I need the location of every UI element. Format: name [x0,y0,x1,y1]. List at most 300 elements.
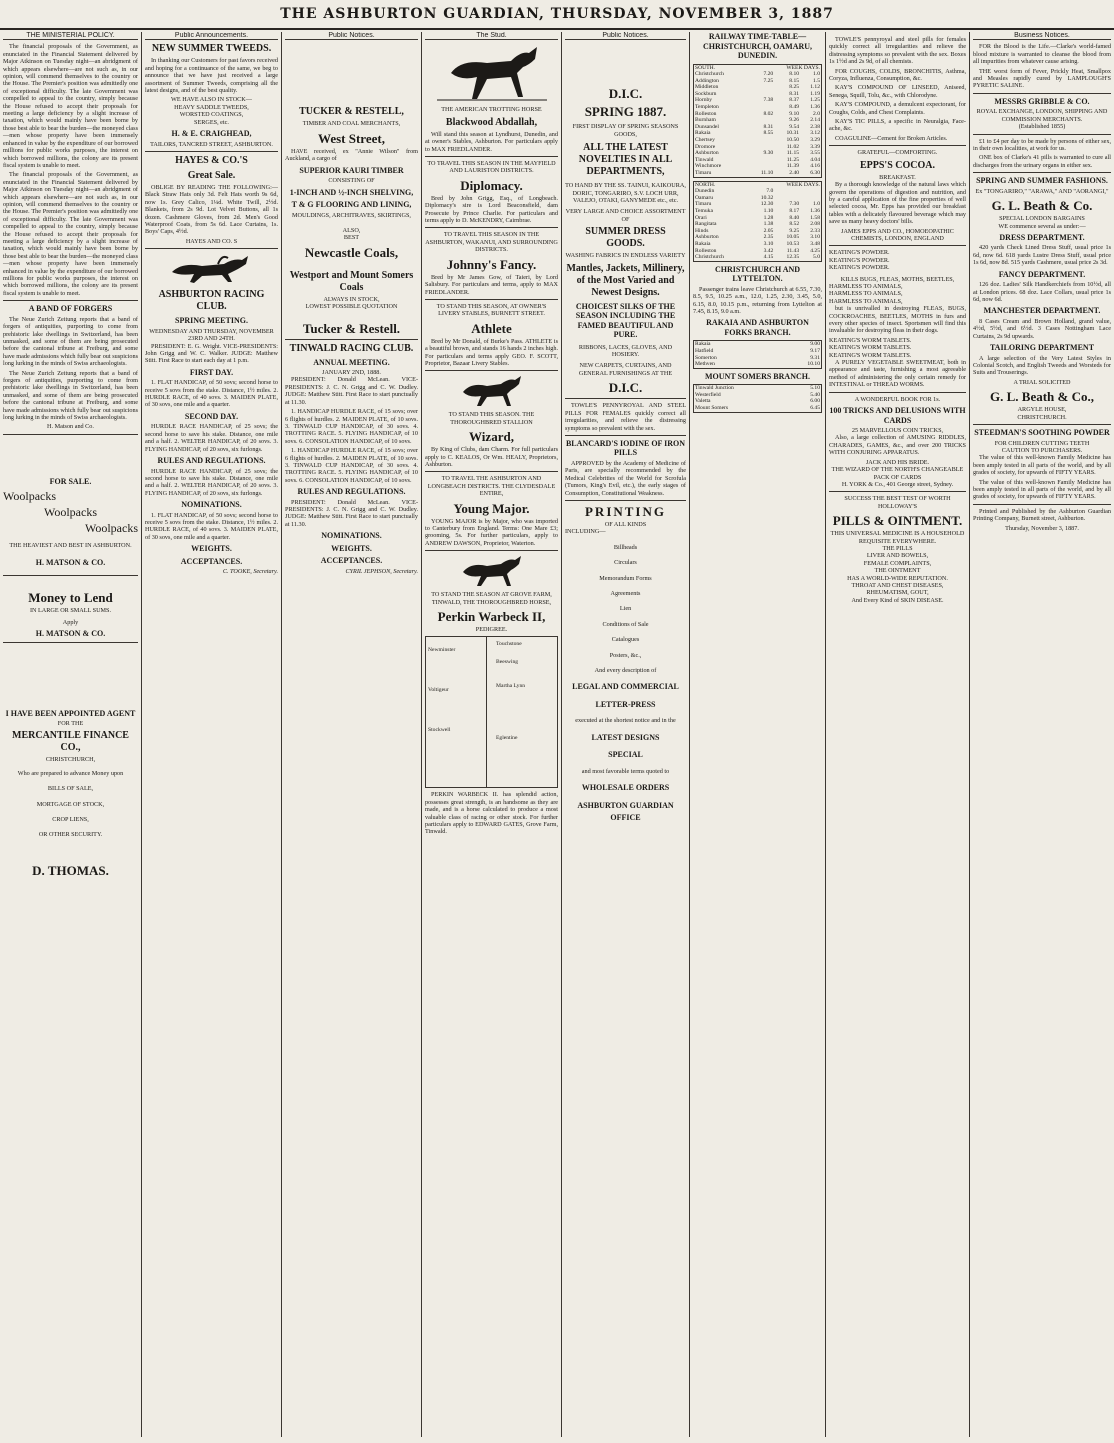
coin-tricks: 25 MARVELLOUS COIN TRICKS, [851,427,944,435]
heaviest-best: THE HEAVIEST AND BEST IN ASHBURTON. [9,542,132,550]
tinwald-events-continued: 1. HANDICAP HURDLE RACE, of 15 sovs; over 6 flights of hurdles. 2. MAIDEN PLATE, of 10 sovs. 3. TINWALD CUP HANDICAP, of 30 sovs. 4. TROTTING RACE. 5. FLYING HANDICAP, of 10 sovs. 6. CONSOLATION HANDICAP, of 10 sovs. [285,447,418,484]
abdallah-name: Blackwood Abdallah, [445,116,538,128]
beath-christchurch: CHRISTCHURCH. [1017,413,1067,421]
timetable-forks [693,340,822,368]
timetable-row [694,78,821,85]
kills-bugs: KILLS BUGS, FLEAS, MOTHS, BEETLES, [840,275,955,283]
departure-time: 3.10 [810,234,820,241]
timetable-row [694,254,821,261]
departure-time: 9.25 [789,227,800,234]
printing-item-lien: Lien [619,605,632,613]
timetable-row [694,385,821,392]
children-teething: FOR CHILDREN CUTTING TEETH [994,439,1090,447]
timetable-row [694,398,821,405]
royal-exchange: ROYAL EXCHANGE, LONDON, SHIPPING AND COMMISSION MERCHANTS. [976,108,1108,123]
departure-time: 12.35 [786,254,800,261]
departure-time: 9.30 [763,150,774,157]
established: (Established 1855) [1018,123,1066,131]
spring-summer-fashions: SPRING AND SUMMER FASHIONS. [976,176,1108,186]
steedman-body: The value of this well-known Family Medicine has been amply tested in all parts of the world, and by all grades of society, for upwards of FIFTY YEARS. [973,454,1111,477]
divider [565,435,686,436]
timetable-row [694,117,821,124]
rheumatism-gout: RHEUMATISM, GOUT, [866,589,929,597]
woolpacks-1: Woolpacks [3,489,57,504]
departure-time: 3.42 [763,247,774,254]
departure-time: 3.29 [810,137,820,144]
printing-item-agreements: Agreements [610,589,641,597]
departure-time: 10.50 [786,137,800,144]
printing-item-conditions: Conditions of Sale [602,620,649,628]
matson-name: H. MATSON & CO. [35,557,106,567]
racehorse-icon [162,252,262,286]
lowest-quotation: LOWEST POSSIBLE QUOTATION [305,303,398,311]
station-name: Timaru [695,170,712,176]
liver-bowels: LIVER AND BOWELS, [866,552,929,560]
mercantile-finance: MERCANTILE FINANCE CO., [12,730,129,754]
station-name: Middleton [695,84,719,91]
tucker-received: HAVE received, ex "Annie Wilson" from Auckland, a cargo of [285,147,418,163]
column-the-stud [422,32,562,1437]
station-name: Somerton [695,354,717,361]
timetable-row [694,163,821,170]
pedigree-divider [486,637,487,787]
departure-time: 4.15 [763,254,774,261]
divider [425,156,558,157]
flooring: T & G FLOORING AND LINING, [291,200,412,210]
departure-time: 11.39 [786,163,800,170]
steedman-title: STEEDMAN'S SOOTHING POWDER [974,428,1110,437]
station-name: Winchmore [695,163,722,170]
departure-time: 10.31 [786,130,800,137]
spring-1887: SPRING 1887. [584,104,667,120]
coaguline: COAGULINE—Cement for Broken Articles. [835,134,948,142]
masthead: THE ASHBURTON GUARDIAN, THURSDAY, NOVEMBER 3, 1887 [0,6,1114,30]
column-4-header: The Stud. [425,32,558,40]
athlete-body: Bred by Mr Donald, of Burke's Pass. ATHLETE is a beautiful brown, and stands 16 hands 2 inches high. For particulars and terms apply GEO. F. SCOTT, Proprietor, Bazaar Livery Stables. [425,337,558,367]
station-name: Rakaia [695,130,711,137]
station-name: Dromore [695,143,716,150]
departure-time [749,117,774,124]
apply-label: Apply [62,618,79,626]
departure-time: 7.25 [763,77,774,84]
week-days-label: WEEK DAYS. [786,181,820,188]
timetable-row [694,157,821,164]
abdallah-body: Will stand this season at Lyndhurst, Dunedin, and at owner's Stables, Ashburton. For particulars apply to MAX FRIEDLANDER. [425,130,558,153]
departure-time: 8.10 [789,71,800,78]
pedigree-entry: Voltigeur [428,687,449,694]
column-remedies [826,32,970,1437]
editorial-body: The financial proposals of the Government, as enunciated in the Financial Statement delivered by Major Atkinson on Tuesday night—an abridgment of which appears elsewhere—are not such as, in our opinion, will commend themselves to the country or the House. The Premier's position was admittedly one of exceptional difficulty. The late Government was compelled to appeal to the country, simply because the House refused to accept their proposals for meeting a large deficiency by a slight increase of taxation, which would mainly have been borne by those best able to bear the burden—the moneyed class—men whose property have been immensely enhanced in value by the expenditure of our borrowed millions for public works purposes, the interest on which borrowed millions, the colony are its present fiscal system is unable to meet. [3,43,138,169]
pedigree-entry: Martha Lynn [496,683,526,690]
young-major-body: YOUNG MAJOR is by Major, who was imported to Canterbury from England. Terms: One Mare £3; grooming, 5s. For further particulars, apply to ANDREW DAWSON, Proprietor, Waterton. [425,517,558,547]
caution-label: CAUTION TO PURCHASERS. [1001,446,1083,454]
timetable-row [694,248,821,255]
departure-time: 3.12 [810,130,820,137]
station-name: Dunedin [695,188,715,195]
forgers-title: A BAND OF FORGERS [28,304,113,314]
wizard-name: Wizard, [469,429,514,445]
second-day-title: SECOND DAY. [184,411,239,421]
mouldings: MOULDINGS, ARCHITRAVES, SKIRTINGS, [292,211,411,219]
tucker-title: TUCKER & RESTELL, [299,106,404,118]
departure-time: 1.25 [810,97,820,104]
timetable-row [694,341,821,348]
jack-bride: JACK AND HIS BRIDE. [865,458,930,466]
station-name: Ashburton [695,234,719,241]
column-2-header: Public Announcements. [145,32,278,40]
departure-time: 2.0 [813,110,820,117]
money-sub: IN LARGE OR SMALL SUMS. [29,607,112,615]
departure-time: 3.10 [763,240,774,247]
station-name: Tinwald Junction [695,385,734,392]
wizard-head: TO STAND THIS SEASON. THE THOROUGHBRED STALLION [448,411,535,426]
success-label: SUCCESS THE BEST TEST OF WORTH [844,495,951,503]
printing-title: PRINTING [584,503,666,519]
first-day-body: 1. FLAT HANDICAP, of 50 sovs; second horse to receive 5 sovs from the stake. Distance, 1½ miles. 2. HURDLE RACE, of 40 sovs. 3. MAIDEN PLATE, of 30 sovs, one mile and a quarter. [145,379,278,409]
special-label: SPECIAL [608,750,643,760]
of-all-kinds: OF ALL KINDS [604,520,647,528]
departure-time: 10.05 [786,234,800,241]
tailoring-body: A large selection of the Very Latest Styles in Colonial Scotch, and English Tweeds and Worsteds for Suits and Trouserings. [973,354,1111,377]
nominations-body: 1. FLAT HANDICAP, of 50 sovs; second horse to receive 5 sovs from the stake. Distance, 1½ miles. 2. HURDLE RACE, of 40 sovs. 3. MAIDEN PLATE, of 30 sovs, one mile and a quarter. [145,511,278,541]
guardian-name: ASHBURTON GUARDIAN [577,800,674,810]
keatings-powder-3: KEATING'S POWDER. [829,264,890,272]
wizard-cards: THE WIZARD OF THE NORTH'S CHANGEABLE PACK OF CARDS [831,466,964,481]
latest-designs: LATEST DESIGNS [591,732,660,742]
departure-time: 1.36 [810,207,820,214]
departure-time: 2.14 [810,117,820,124]
towle-notice: TOWLE'S pennyroyal and steel pills for females quickly correct all irregularities and relieve the distressing symptoms so prevalent with the sex. Boxes 1s 1½d and 2s 9d, of all chemists. [829,36,966,66]
timetable-row [694,104,821,111]
departure-time: 10.10 [807,361,820,368]
timetable-row [694,201,821,208]
executed-label: executed at the shortest notice and in the [575,717,676,725]
departure-time [749,157,774,164]
tinwald-title: TINWALD RACING CLUB. [289,342,414,354]
pedigree-chart [425,636,558,788]
christchurch-label: CHRISTCHURCH, [45,756,96,764]
departure-time: 2.08 [810,221,820,228]
matson-name-2: H. MATSON & CO. [35,629,106,639]
station-name: Sockburn [695,90,717,97]
departure-time: 9.54 [789,123,800,130]
racing-dates: WEDNESDAY AND THURSDAY, NOVEMBER 23RD AND 24TH. [149,327,274,343]
kays-linseed: KAY'S COMPOUND OF LINSEED, Aniseed, Senega, Squill, Tolu, &c., with Chlorodyne. [829,84,966,99]
departure-time [800,195,821,202]
departure-time: 1.10 [763,207,774,214]
tinwald-rules-body: PRESIDENT: Donald McLean. VICE-PRESIDENTS: J. C. N. Grigg and C. W. Dudley. JUDGE: Matthew Stitt. First Race to start punctually at 11.30. [285,498,418,528]
worm-body: A PURELY VEGETABLE SWEETMEAT, both in appearance and taste, furnishing a most agreeable method of administering the only certain remedy for INTESTINAL or THREAD WORMS. [829,359,966,389]
world-reputation: HAS A WORLD-WIDE REPUTATION. [847,574,948,582]
departure-time: 9.26 [789,117,800,124]
station-name: Valetta [695,398,711,405]
departure-time: 1.0 [813,201,820,208]
printing-item-catalogues: Catalogues [611,636,640,644]
departure-time: 6.00 [810,398,820,405]
departure-time: 8.17 [789,207,800,214]
station-name: Orari [695,214,707,221]
rules-body: HURDLE RACE HANDICAP, of 25 sovs; the second horse to save his stake. Distance, one mile and a half. 2. WELTER HANDICAP, of 20 sovs. 3. FLYING HANDICAP, of 20 sovs, six furlongs. [145,467,278,497]
column-1-title: THE MINISTERIAL POLICY. [3,32,138,40]
tweeds-item-1: WORSTED COATINGS, [179,111,244,119]
timetable-row [694,188,821,195]
westport-coals: Westport and Mount Somers Coals [289,269,414,293]
departure-time: 11.25 [786,156,800,163]
divider [425,227,558,228]
diplomacy-body: Bred by John Grigg, Esq., of Longbeach. Diplomacy's sire is Lord Beaconsfield, dam Prosecute by Prince Charlie. For particulars and terms apply to D. McKENDRY, Cairnbrae. [425,194,558,225]
beath-name-2: G. L. Beath & Co., [990,389,1094,405]
diplomacy-head: TO TRAVEL THIS SEASON IN THE MAYFIELD AND LAURISTON DISTRICTS. [427,160,556,175]
divider [829,491,966,492]
south-label: SOUTH. [695,64,716,71]
dress-department: DRESS DEPARTMENT. [999,232,1085,242]
money-per-day: £1 to £4 per day to be made by persons of either sex, in their own localities, at work for us. [973,137,1111,152]
perkin-body: PERKIN WARBECK II. has splendid action, possesses great strength, is an handsome as they are made, and is a horse calculated to produce a most valuable class of racing or other stock. For further particulars apply to EDWARD GATES, Grove Farm, Tinwald. [425,791,558,836]
departure-time: 11.43 [786,247,800,254]
departure-time [749,104,774,111]
station-name: Rangitata [695,221,717,228]
racing-club-subtitle: SPRING MEETING. [175,316,248,326]
printing-item-circulars: Circulars [614,559,637,567]
departure-time: 2.05 [763,227,774,234]
harmless-1: HARMLESS TO ANIMALS, [829,282,903,290]
departure-time: 5.0 [813,254,820,261]
divider [145,151,278,152]
station-name: Hornby [695,97,713,104]
diplomacy-name: Diplomacy. [460,177,523,193]
departure-time: 10.53 [786,240,800,247]
also-label: ALSO, [342,226,361,234]
station-name: Templeton [695,104,719,111]
kauri-timber: SUPERIOR KAURI TIMBER [299,165,404,175]
timetable-row [694,170,821,177]
timetable-row [694,234,821,241]
divider [565,500,686,501]
stallion-icon [457,374,527,408]
departure-time: 3.48 [810,240,820,247]
wizard-body: By King of Clubs, dam Charm. For full particulars apply to C. KEALOS, Or Wm. HEALY, Proprietors, Ashburton. [425,446,558,468]
departure-time: 11.10 [760,170,774,176]
manchester-body: 8 Cases Cream and Brown Holland, grand value, 4½d, 5½d, and 6½d. 3 Cases Nottingham Lace Curtains, 2s 9d upwards. [973,317,1111,340]
departure-time: 6.45 [810,405,820,411]
station-name: Rakaia [695,341,711,348]
divider [973,93,1111,94]
tweeds-title: NEW SUMMER TWEEDS. [151,43,272,55]
departure-time: 4.04 [810,156,820,163]
dic-signature: D.I.C. [608,380,643,396]
pedigree-entry: Beeswing [496,659,519,666]
abdallah-head: THE AMERICAN TROTTING HORSE [441,106,542,114]
timetable-row [694,124,821,131]
timetable-row [694,97,821,104]
departure-time: 9.31 [810,354,820,361]
printing-item-posters: Posters, &c., [609,651,642,659]
station-name: Ashburton [695,150,719,157]
mantles-jackets: Mantles, Jackets, Millinery, of the Most Varied and Newest Designs. [566,262,685,298]
departure-time: 1.19 [810,90,820,97]
perkin-head: TO STAND THE SEASON AT GROVE FARM, TINWALD, THE THOROUGHBRED HORSE, [431,591,552,606]
column-business-notices [970,32,1114,1437]
station-name: Methven [695,361,715,368]
appointed-agent: I HAVE BEEN APPOINTED AGENT [5,708,136,718]
station-name: Temuka [695,207,713,214]
tinwald-body: PRESIDENT: Donald McLean. VICE-PRESIDENTS: J. C. N. Grigg and C. W. Dudley. JUDGE: Matthew Stitt. First Race to start punctually at 11.30. [285,376,418,406]
column-public-announcements [142,32,282,1437]
favorable-terms: and most favorable terms quoted to [581,767,670,775]
departure-time: 1.28 [763,214,774,221]
station-name: Chertsey [695,137,715,144]
tucker-subtitle: TIMBER AND COAL MERCHANTS, [302,120,401,128]
departure-time: 1.12 [810,84,820,91]
legal-commercial: LEGAL AND COMMERCIAL [572,682,679,692]
divider [3,642,138,643]
tinwald-nominations: NOMINATIONS. [321,531,382,541]
departure-time: 8.31 [789,90,800,97]
departure-time: 4.25 [810,247,820,254]
for-the: FOR THE [57,720,84,728]
tweeds-body: In thanking our Customers for past favors received and hoping for a continuance of the same, we beg to announce that we have just received a large assortment of Summer Tweeds, comprising all the latest designs, and of the best quality. [145,57,278,95]
departure-time: 11.02 [786,143,800,150]
shelving: 1-INCH AND ½-INCH SHELVING, [289,187,414,197]
departure-time: 1.38 [763,221,774,228]
departure-time: 9.17 [810,347,820,354]
hayes-signature: HAYES AND CO. S [185,237,238,245]
timetable-row [694,221,821,228]
tinwald-weights: WEIGHTS. [331,543,372,553]
divider [973,172,1111,173]
departure-time [749,137,774,144]
ships-ex: Ex "TONGARIRO," "ARAWA," AND "AORANGI," [975,187,1109,195]
breakfast-label: BREAKFAST. [879,173,916,181]
timetable-row [694,392,821,399]
departure-time: 4.16 [810,163,820,170]
universal-medicine: THIS UNIVERSAL MEDICINE IS A HOUSEHOLD REQUISITE EVERYWHERE. [830,530,965,545]
departure-time: 7.38 [763,97,774,104]
new-carpets: NEW CARPETS, CURTAINS, AND GENERAL FURNISHINGS AT THE [578,362,673,377]
tinwald-rules: RULES AND REGULATIONS. [297,487,406,497]
worm-tablets-1: KEATING'S WORM TABLETS. [829,336,912,344]
column-dic [562,32,690,1437]
worm-tablets-3: KEATING'S WORM TABLETS. [829,351,912,359]
departure-time: 1.5 [813,77,820,84]
mount-somers-title: MOUNT SOMERS BRANCH. [705,371,810,381]
secretary-signature: C. TOOKE, Secretary. [222,568,278,576]
wholesale-orders: WHOLESALE ORDERS [581,783,670,793]
pedigree-entry: Newminster [428,647,456,654]
timetable-row [694,348,821,355]
forks-branch-title: RAKAIA AND ASHBURTON FORKS BRANCH. [706,318,809,337]
trial-solicited: A TRIAL SOLICITED [1013,378,1071,386]
timetable-row [694,241,821,248]
tinwald-date: JANUARY 2ND, 1888. [322,369,381,377]
north-label: NORTH. [695,181,716,188]
departure-time: 2.38 [810,123,820,130]
timetable-row [694,71,821,78]
station-name: Mount Somers [695,405,729,411]
station-name: Addington [695,77,719,84]
departure-time: 6.30 [810,170,820,176]
departure-time: 3.55 [810,150,820,157]
departure-time: 8.49 [789,104,800,111]
trotting-horse-icon [437,43,547,103]
perkin-name: Perkin Warbeck II, [437,609,546,625]
departure-time: 9.10 [789,110,800,117]
craighead-address: TAILORS, TANCRED STREET, ASHBURTON. [150,140,273,148]
station-name: Rolleston [695,110,717,117]
tailoring-department: TAILORING DEPARTMENT [989,343,1095,353]
hayes-body: OBLIGE BY READING THE FOLLOWING:— Black Straw Hats only 3d. Felt Hats worth 9s 6d, now 1s. Grey Calico, 1¼d. White Twill, 2½d. Blankets, from 2s 9d. Lot Velvet Buttons, all 1s dozen. Cashmere Gloves, from 2d. Men's Good Waterproof Coats, from 5s 6d. Lace Curtains, 1s. Boys' Caps, 4½d. [145,183,278,236]
editorial-body-continued: The financial proposals of the Government, as enunciated in the Financial Statement delivered by Major Atkinson on Tuesday night—an abridgment of which appears elsewhere—are not such as, in our opinion, will commend themselves to the country or the House. The Premier's position was admittedly one of exceptional difficulty. The late Government was compelled to appeal to the country, simply because the House refused to accept their proposals for meeting a large deficiency by a slight increase of taxation, which would mainly have been borne by those best able to bear the burden—the moneyed class—men whose property have been immensely enhanced in value by the expenditure of our borrowed millions for public works purposes, the interest on which borrowed millions, the colony are its present fiscal system is unable to meet. [3,171,138,297]
thoroughbred-horse-icon [457,554,527,588]
always-in-stock: ALWAYS IN STOCK, [323,295,380,303]
commence-label: WE commence several as under:— [998,222,1086,230]
column-3-header: Public Notices. [285,32,418,40]
timetable-row [694,111,821,118]
tinwald-subtitle: ANNUAL MEETING. [313,357,390,367]
station-name: Timaru [695,201,712,208]
timetable-row [694,150,821,157]
dress-body: 420 yards Check Lined Dress Stuff, usual price 1s 6d, now 6d. 618 yards Lustre Dress Stuff, usual price 1s 6d, now 8d. 515 yards Cashmere, usual price 2s 3d. [973,244,1111,267]
departure-time: 7.0 [766,188,774,195]
johnny-body: Bred by Mr James Gow, of Taieri, by Lord Salisbury. For particulars and terms, apply to MAX FRIEDLANDER. [425,273,558,296]
divider [145,248,278,249]
divider [3,575,138,576]
departure-time [749,84,774,91]
timetable-row [694,137,821,144]
woolpacks-2: Woolpacks [43,505,98,520]
keatings-powder-2: KEATING'S POWDER. [829,256,890,264]
departure-time: 8.25 [789,84,800,91]
timetable-row [694,215,821,222]
station-name: Westerfield [695,391,721,398]
departure-time: 8.52 [789,221,800,228]
divider [285,339,418,340]
epps-signature: JAMES EPPS AND CO., HOMOEOPATHIC CHEMISTS, LONDON, ENGLAND [841,227,954,242]
hayes-title: HAYES & CO.'S [175,154,248,166]
hayes-subtitle: Great Sale. [187,169,236,181]
divider [829,145,966,146]
departure-time: 1.0 [813,71,820,78]
departure-time: 8.31 [763,123,774,130]
dic-title: D.I.C. [608,86,643,102]
the-pills: THE PILLS [882,544,913,552]
bills-of-sale: BILLS OF SALE, [47,785,94,793]
towle-pills: TOWLE'S PENNYROYAL AND STEEL PILLS FOR FEMALES quickly correct all irregularities, and relieve the distressing symptoms so prevalent with the sex. [565,402,686,432]
clarke-pills: ONE box of Clarke's 41 pills is warranted to cure all discharges from the urinary organs in either sex. [973,154,1111,169]
consisting-of: CONSISTING OF [328,177,375,185]
steedman-body-continued: The value of this well-known Family Medicine has been amply tested in all parts of the world, and by all grades of society, for upwards of FIFTY YEARS. [973,478,1111,501]
departure-time: 11.15 [786,150,800,157]
departure-time: 1.58 [810,214,820,221]
pedigree-entry: Stockwell [428,727,451,734]
departure-time: 8.02 [763,110,774,117]
epps-cocoa: EPPS'S COCOA. [859,159,935,171]
tinwald-acceptances: ACCEPTANCES. [320,556,383,566]
printers-imprint: Printed and Published by the Ashburton Guardian Printing Company, Burnett street, Ashburton. [973,507,1111,523]
timetable-row [694,130,821,137]
west-street: West Street, [318,130,385,146]
printing-item-billheads: Billheads [613,543,638,551]
including-label: INCLUDING— [565,528,606,536]
timetable-row [694,84,821,91]
holloways-label: HOLLOWAY'S [877,502,918,510]
departure-time: 8.40 [789,214,800,221]
pedigree-entry: Touchstone [496,641,522,648]
ribbons-laces: RIBBONS, LACES, GLOVES, AND HOSIERY. [578,343,673,359]
second-day-body: HURDLE RACE HANDICAP, of 25 sovs; the second horse to save his stake. Distance, one mile and a half. 2. WELTER HANDICAP, of 20 sovs. 3. FLYING HANDICAP, of 20 sovs, six furlongs. [145,423,278,453]
timetable-row [694,228,821,235]
other-security: OR OTHER SECURITY. [38,831,103,839]
